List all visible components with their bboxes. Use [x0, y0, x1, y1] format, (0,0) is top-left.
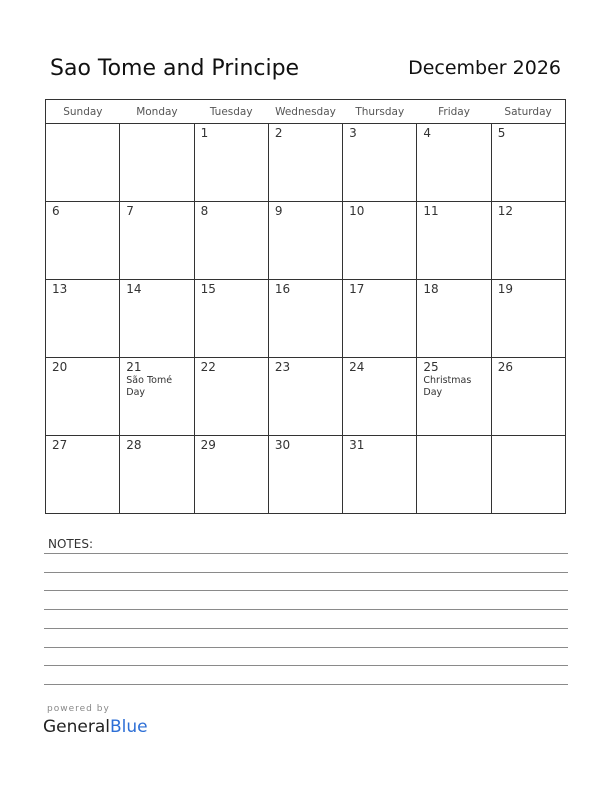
day-cell-content	[343, 358, 416, 433]
note-line	[44, 665, 568, 666]
day-cell-content	[417, 124, 490, 199]
day-number: 19	[497, 282, 513, 296]
day-cell	[120, 436, 194, 514]
day-cell	[194, 202, 268, 280]
day-cell-content	[269, 280, 342, 355]
day-cell	[417, 124, 491, 202]
weekday-sunday: Sunday	[46, 100, 120, 124]
day-cell	[46, 280, 120, 358]
day-cell	[268, 280, 342, 358]
day-cell	[46, 202, 120, 280]
weekday-saturday: Saturday	[491, 100, 565, 124]
day-cell-content	[343, 124, 416, 199]
day-cell-content	[492, 202, 565, 277]
day-cell	[491, 280, 565, 358]
day-cell	[268, 436, 342, 514]
day-number: 31	[349, 438, 365, 452]
day-cell-content	[492, 280, 565, 355]
day-number: 22	[200, 360, 216, 374]
day-number: 13	[52, 282, 68, 296]
month-label: December 2026	[408, 57, 561, 79]
day-cell-content	[343, 436, 416, 511]
day-number: 26	[497, 360, 513, 374]
day-cell	[120, 202, 194, 280]
weekday-monday: Monday	[120, 100, 194, 124]
day-cell-content	[343, 202, 416, 277]
day-cell	[491, 358, 565, 436]
day-cell	[417, 280, 491, 358]
note-line	[44, 553, 568, 554]
day-cell-content	[269, 124, 342, 199]
weekday-wednesday: Wednesday	[268, 100, 342, 124]
day-cell	[120, 124, 194, 202]
day-cell	[343, 280, 417, 358]
day-number: 3	[349, 126, 357, 140]
day-cell-content	[120, 280, 193, 355]
day-cell-content	[417, 436, 490, 511]
note-line	[44, 572, 568, 573]
note-line	[44, 628, 568, 629]
week-row	[46, 124, 566, 202]
day-number: 23	[274, 360, 291, 374]
day-cell-content	[492, 436, 565, 511]
brand-blue: Blue	[110, 717, 148, 737]
brand-logo	[43, 717, 148, 737]
note-line	[44, 647, 568, 648]
day-cell	[491, 436, 565, 514]
day-cell	[194, 124, 268, 202]
week-row	[46, 280, 566, 358]
day-number: 7	[126, 204, 134, 218]
day-number: 25	[423, 360, 439, 374]
calendar-grid	[45, 99, 566, 514]
week-row	[46, 358, 566, 436]
day-number: 21	[126, 360, 142, 374]
day-cell-content	[269, 436, 342, 511]
day-cell	[46, 124, 120, 202]
day-cell	[194, 436, 268, 514]
day-cell	[46, 436, 120, 514]
day-cell-content	[195, 124, 268, 199]
day-cell-content	[269, 202, 342, 277]
day-number: 5	[497, 126, 506, 140]
weekday-thursday: Thursday	[343, 100, 417, 124]
day-cell	[268, 358, 342, 436]
day-cell	[194, 358, 268, 436]
day-number: 4	[423, 126, 432, 140]
day-cell	[268, 202, 342, 280]
day-cell	[491, 202, 565, 280]
day-cell	[343, 202, 417, 280]
week-row	[46, 202, 566, 280]
week-row	[46, 436, 566, 514]
day-cell-content	[492, 358, 565, 433]
day-number: 6	[52, 204, 60, 218]
day-number: 18	[423, 282, 439, 296]
day-number: 28	[126, 438, 142, 452]
day-number: 29	[200, 438, 216, 452]
day-cell-content	[46, 436, 119, 511]
day-cell-content	[195, 280, 268, 355]
holiday-label: Christmas Day	[423, 375, 472, 398]
day-number: 1	[200, 126, 209, 140]
day-cell-content	[46, 202, 119, 277]
note-line	[44, 590, 568, 591]
notes-label: NOTES:	[48, 537, 93, 551]
powered-by-label: powered by	[47, 704, 110, 714]
day-cell-content	[120, 436, 193, 511]
page-title: Sao Tome and Principe	[50, 56, 300, 81]
day-cell	[120, 280, 194, 358]
day-cell	[120, 358, 194, 436]
note-line	[44, 684, 568, 685]
day-number: 30	[274, 438, 291, 452]
day-number: 16	[274, 282, 291, 296]
day-cell	[417, 358, 491, 436]
day-number: 17	[349, 282, 365, 296]
day-cell-content	[46, 358, 119, 433]
day-cell-content	[120, 358, 193, 433]
day-number: 12	[497, 204, 513, 218]
day-cell-content	[46, 280, 119, 355]
note-line	[44, 609, 568, 610]
day-cell	[417, 436, 491, 514]
day-cell-content	[417, 358, 490, 433]
day-cell	[46, 358, 120, 436]
day-number: 2	[274, 126, 283, 140]
weekday-tuesday: Tuesday	[194, 100, 268, 124]
day-cell	[491, 124, 565, 202]
weekday-header-row	[46, 100, 566, 124]
weekday-friday: Friday	[417, 100, 491, 124]
day-cell	[343, 436, 417, 514]
day-cell-content	[417, 202, 490, 277]
day-cell-content	[195, 436, 268, 511]
day-number: 9	[274, 204, 283, 218]
day-cell-content	[46, 124, 119, 199]
day-number: 20	[52, 360, 68, 374]
day-number: 14	[126, 282, 142, 296]
day-cell	[417, 202, 491, 280]
day-number: 11	[423, 204, 439, 218]
day-cell-content	[343, 280, 416, 355]
day-cell-content	[417, 280, 490, 355]
day-number: 15	[200, 282, 216, 296]
day-number: 8	[200, 204, 209, 218]
day-cell-content	[195, 358, 268, 433]
day-number: 10	[349, 204, 365, 218]
brand-general: General	[43, 717, 110, 737]
day-cell-content	[120, 124, 193, 199]
day-number: 24	[349, 360, 365, 374]
day-cell	[194, 280, 268, 358]
day-cell-content	[120, 202, 193, 277]
day-cell	[343, 124, 417, 202]
holiday-label: São Tomé Day	[126, 375, 173, 398]
day-cell-content	[195, 202, 268, 277]
day-cell	[343, 358, 417, 436]
day-cell-content	[492, 124, 565, 199]
day-number: 27	[52, 438, 68, 452]
day-cell	[268, 124, 342, 202]
day-cell-content	[269, 358, 342, 433]
